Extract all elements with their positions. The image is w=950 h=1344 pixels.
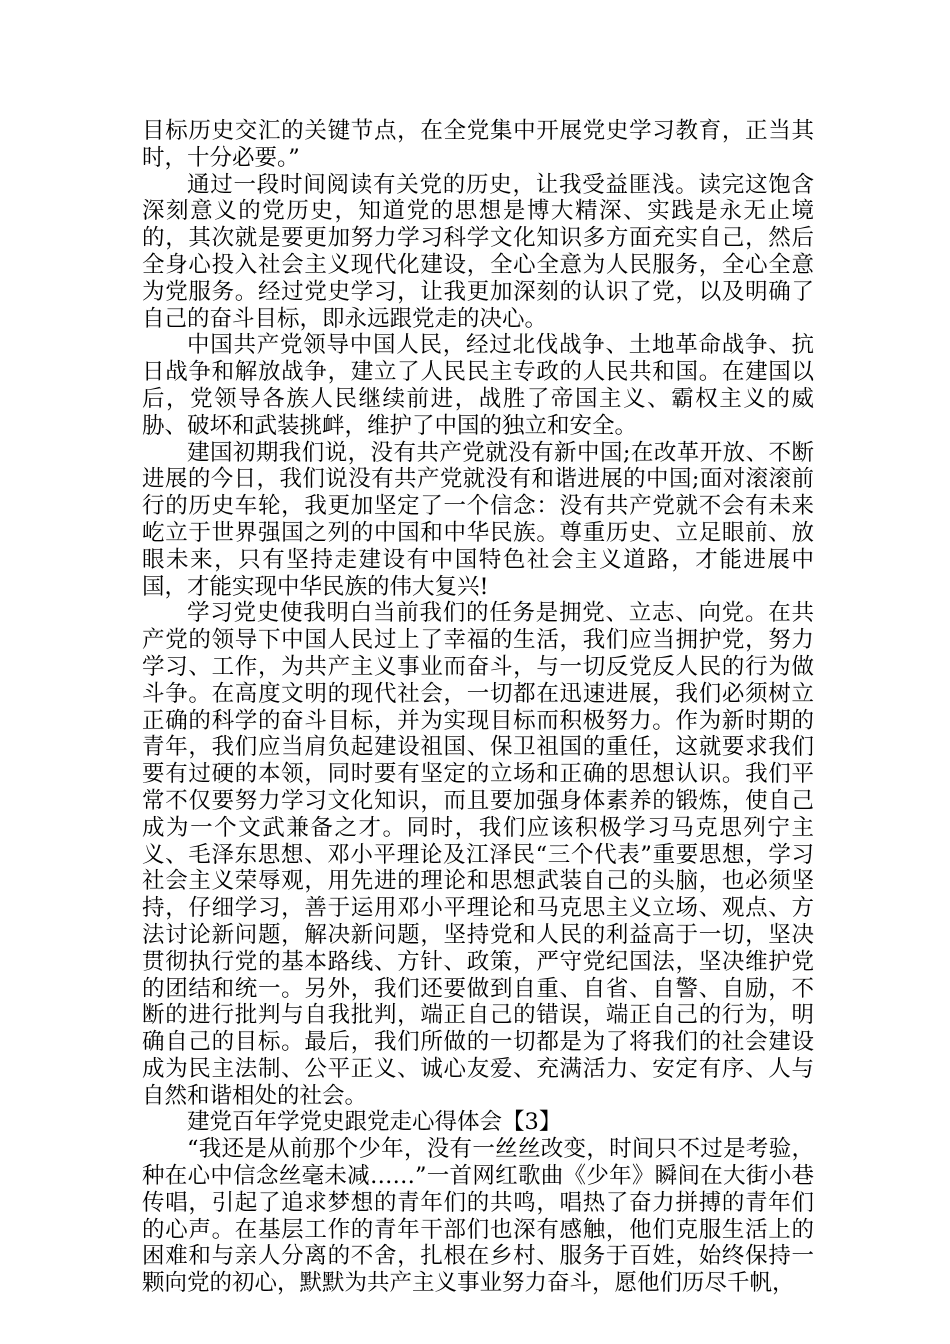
paragraph-1: 目标历史交汇的关键节点，在全党集中开展党史学习教育，正当其时，十分必要。” [142,118,814,171]
section-heading: 建党百年学党史跟党走心得体会【3】 [187,1109,562,1136]
document-body [142,118,814,1297]
paragraph-5: 学习党史使我明白当前我们的任务是拥党、立志、向党。在共产党的领导下中国人民过上了幸福的生活，我们应当拥护党，努力学习、工作，为共产主义事业而奋斗，与一切反党反人民的行为做斗争。在高度文明的现代社会，一切都在迅速进展，我们必须树立正确的科学的奋斗目标，并为实现目标而积极努力。作为新时期的青年，我们应当肩负起建设祖国、保卫祖国的重任，这就要求我们要有过硬的本领，同时要有坚定的立场和正确的思想认识。我们平常不仅要努力学习文化知识，而且要加强身体素养的锻炼，使自己成为一个文武兼备之才。同时，我们应该积极学习马克思列宁主义、毛泽东思想、邓小平理论及江泽民“三个代表”重要思想，学习社会主义荣辱观，用先进的理论和思想武装自己的头脑，也必须坚持，仔细学习，善于运用邓小平理论和马克思主义立场、观点、方法讨论新问题，解决新问题，坚持党和人民的利益高于一切，坚决贯彻执行党的基本路线、方针、政策，严守党纪国法，坚决维护党的团结和统一。另外，我们还要做到自重、自省、自警、自励，不断的进行批判与自我批判，端正自己的错误，端正自己的行为，明确自己的目标。最后，我们所做的一切都是为了将我们的社会建设成为民主法制、公平正义、诚心友爱、充满活力、安定有序、人与自然和谐相处的社会。 [142,600,814,1109]
paragraph-3: 中国共产党领导中国人民，经过北伐战争、土地革命战争、抗日战争和解放战争，建立了人民民主专政的人民共和国。在建国以后，党领导各族人民继续前进，战胜了帝国主义、霸权主义的威胁、破坏和武装挑衅，维护了中国的独立和安全。 [142,332,814,439]
paragraph-2: 通过一段时间阅读有关党的历史，让我受益匪浅。读完这饱含深刻意义的党历史，知道党的思想是博大精深、实践是永无止境的，其次就是要更加努力学习科学文化知识多方面充实自己，然后全身心投入社会主义现代化建设，全心全意为人民服务，全心全意为党服务。经过党史学习，让我更加深刻的认识了党，以及明确了自己的奋斗目标，即永远跟党走的决心。 [142,171,814,332]
paragraph-4: 建国初期我们说，没有共产党就没有新中国;在改革开放、不断进展的今日，我们说没有共产党就没有和谐进展的中国;面对滚滚前行的历史车轮，我更加坚定了一个信念：没有共产党就不会有未来屹立于世界强国之列的中国和中华民族。尊重历史、立足眼前、放眼未来，只有坚持走建设有中国特色社会主义道路，才能进展中国，才能实现中华民族的伟大复兴! [142,439,814,600]
paragraph-6: “我还是从前那个少年，没有一丝丝改变，时间只不过是考验，种在心中信念丝毫未减……”一首网红歌曲《少年》瞬间在大街小巷传唱，引起了追求梦想的青年们的共鸣，唱热了奋力拼搏的青年们的心声。在基层工作的青年干部们也深有感触，他们克服生活上的困难和与亲人分离的不舍，扎根在乡村、服务于百姓，始终保持一颗向党的初心，默默为共产主义事业努力奋斗，愿他们历尽千帆， [142,1136,814,1297]
